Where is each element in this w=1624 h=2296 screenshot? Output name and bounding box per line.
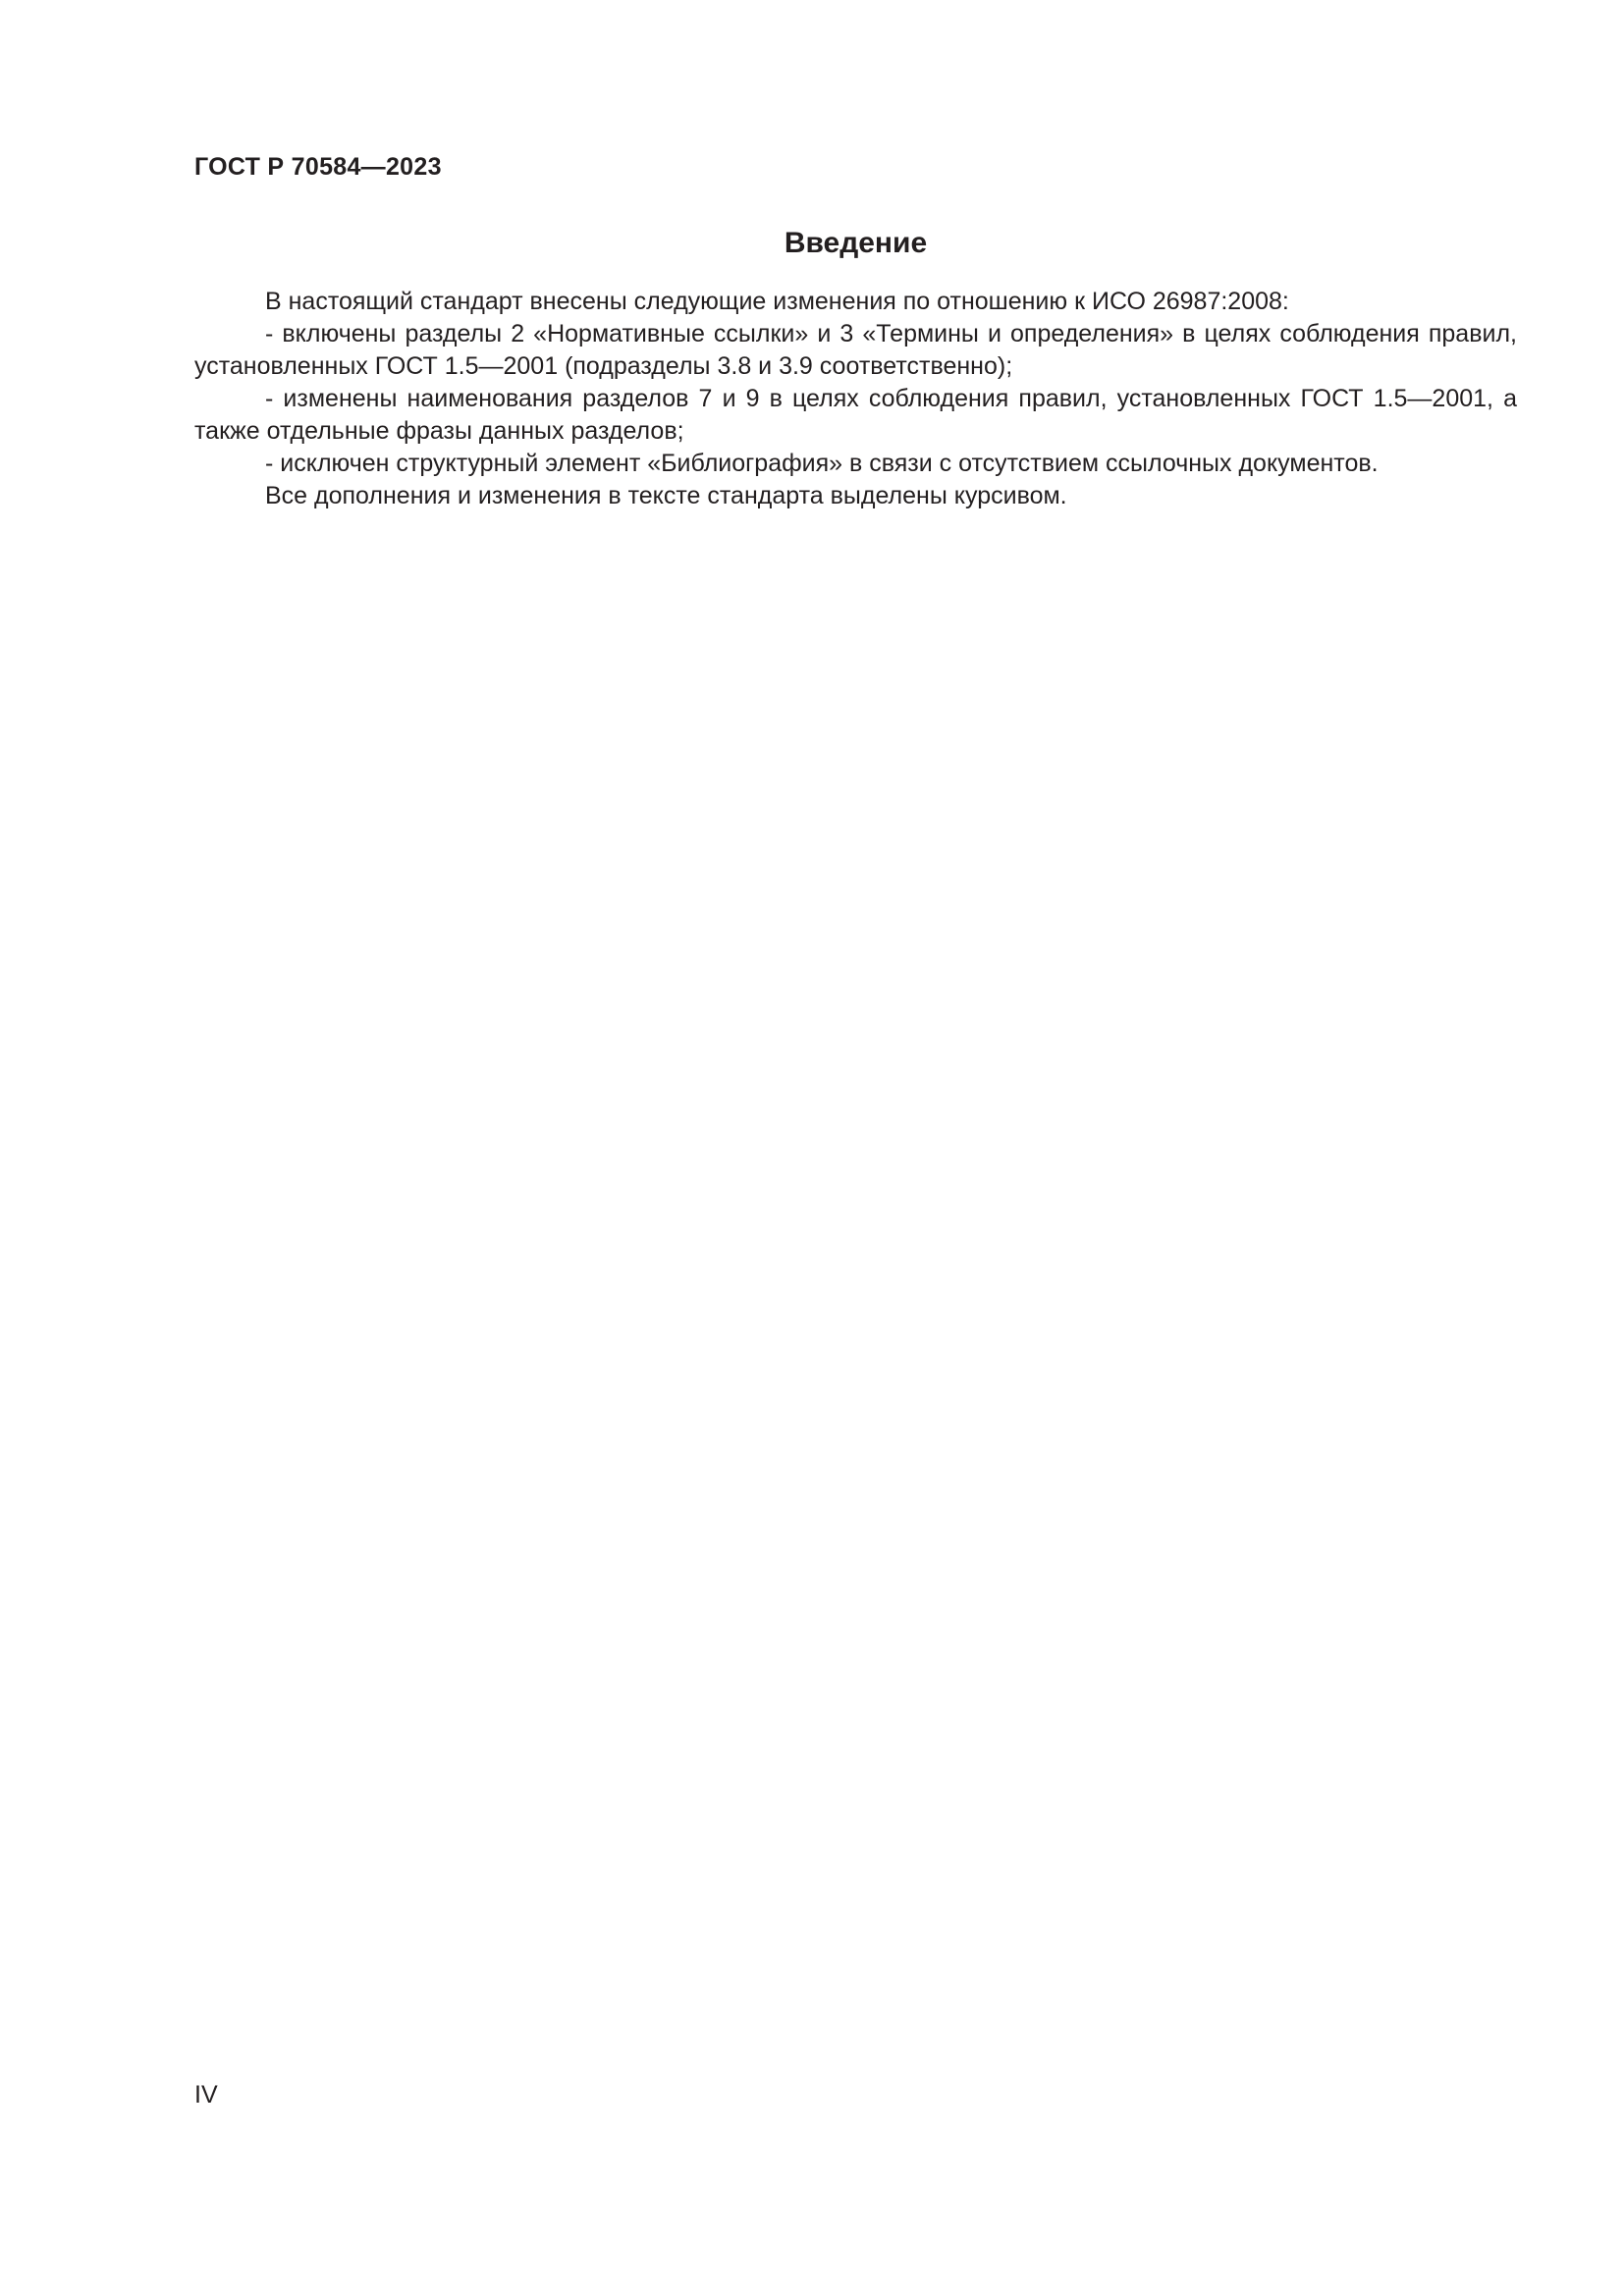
paragraph-italics-note: Все дополнения и изменения в тексте стандарта выделены курсивом. [265, 482, 1067, 509]
document-code-header: ГОСТ Р 70584—2023 [194, 153, 442, 181]
page-number: IV [194, 2081, 218, 2109]
introduction-body [194, 286, 1517, 512]
paragraph-change-sections-added: - включены разделы 2 «Нормативные ссылки» и 3 «Термины и определения» в целях соблюдения правил, установленных ГОСТ 1.5—2001 (подразделы 3.8 и 3.9 соответственно); [194, 320, 1517, 380]
paragraph-change-bibliography-removed: - исключен структурный элемент «Библиография» в связи с отсутствием ссылочных документов. [265, 450, 1379, 477]
paragraph-intro: В настоящий стандарт внесены следующие изменения по отношению к ИСО 26987:2008: [265, 288, 1289, 315]
paragraph-change-sections-renamed: - изменены наименования разделов 7 и 9 в целях соблюдения правил, установленных ГОСТ 1.5—2001, а также отдельные фразы данных разделов; [194, 385, 1517, 445]
section-title: Введение [784, 227, 928, 259]
